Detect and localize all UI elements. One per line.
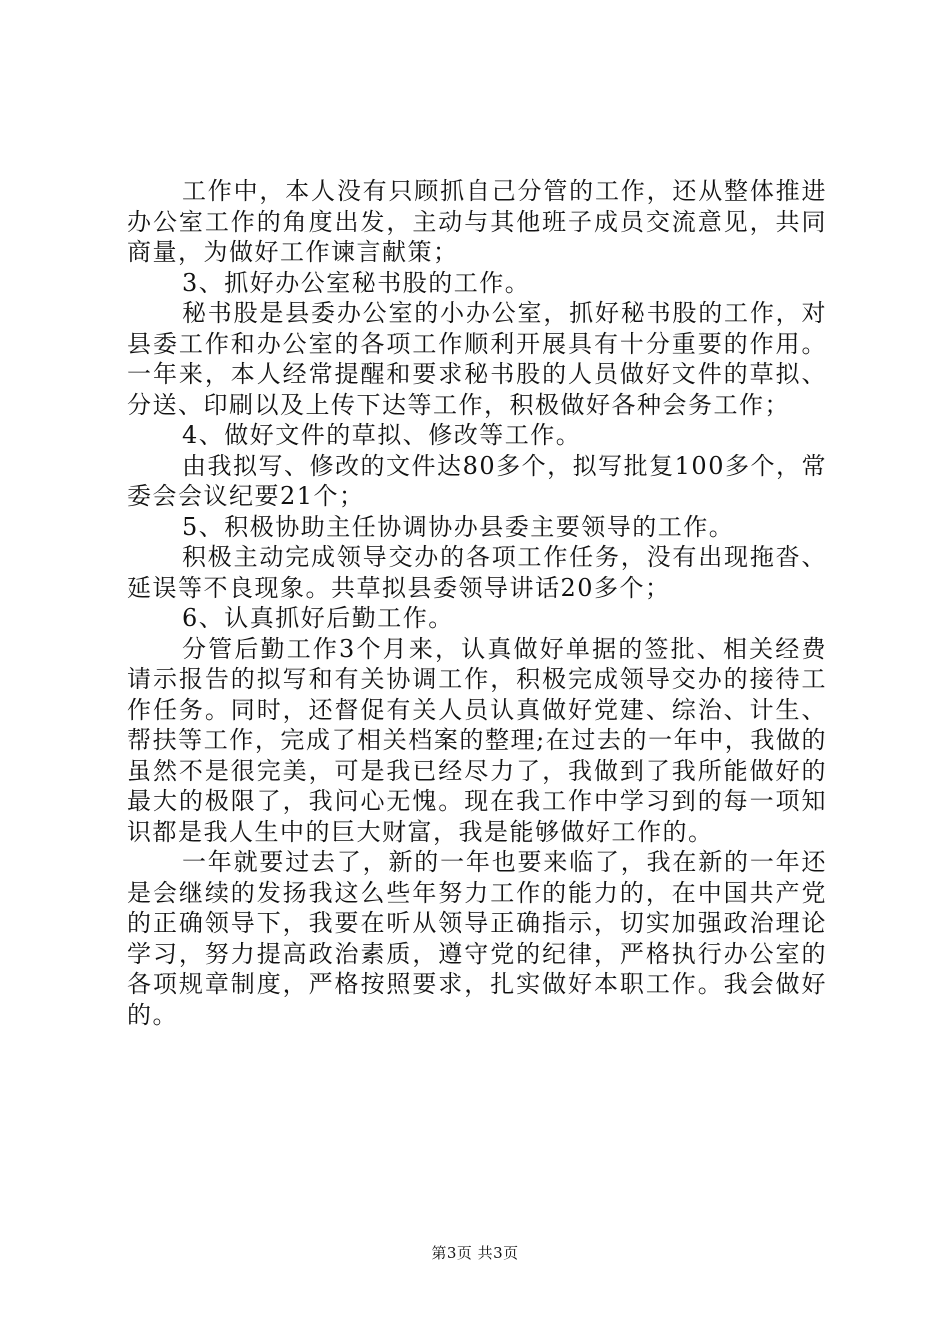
paragraph: 秘书股是县委办公室的小办公室，抓好秘书股的工作，对县委工作和办公室的各项工作顺利开展具有十分重要的作用。一年来，本人经常提醒和要求秘书股的人员做好文件的草拟、分送、印刷以及上传下达等工作，积极做好各种会务工作； (127, 299, 827, 419)
paragraph: 积极主动完成领导交办的各项工作任务，没有出现拖沓、延误等不良现象。共草拟县委领导讲话20多个； (127, 543, 827, 602)
paragraph: 一年就要过去了，新的一年也要来临了，我在新的一年还是会继续的发扬我这么些年努力工作的能力的，在中国共产党的正确领导下，我要在听从领导正确指示，切实加强政治理论学习，努力提高政治素质，遵守党的纪律，严格执行办公室的各项规章制度，严格按照要求，扎实做好本职工作。我会做好的。 (127, 848, 827, 1029)
document-body (127, 176, 827, 1030)
page-footer (0, 1243, 950, 1263)
page-number: 第3页 共3页 (431, 1244, 519, 1262)
paragraph: 6、认真抓好后勤工作。 (182, 604, 454, 632)
paragraph: 由我拟写、修改的文件达80多个，拟写批复100多个，常委会会议纪要21个； (127, 451, 827, 510)
paragraph: 3、抓好办公室秘书股的工作。 (182, 268, 531, 297)
paragraph: 4、做好文件的草拟、修改等工作。 (182, 421, 582, 449)
paragraph: 分管后勤工作3个月来，认真做好单据的签批、相关经费请示报告的拟写和有关协调工作，积极完成领导交办的接待工作任务。同时，还督促有关人员认真做好党建、综治、计生、帮扶等工作，完成了相关档案的整理;在过去的一年中，我做的虽然不是很完美，可是我已经尽力了，我做到了我所能做好的最大的极限了，我问心无愧。现在我工作中学习到的每一项知识都是我人生中的巨大财富，我是能够做好工作的。 (127, 634, 827, 846)
paragraph: 5、积极协助主任协调协办县委主要领导的工作。 (182, 512, 735, 541)
paragraph: 工作中，本人没有只顾抓自己分管的工作，还从整体推进办公室工作的角度出发，主动与其他班子成员交流意见，共同商量，为做好工作谏言献策； (127, 177, 827, 266)
